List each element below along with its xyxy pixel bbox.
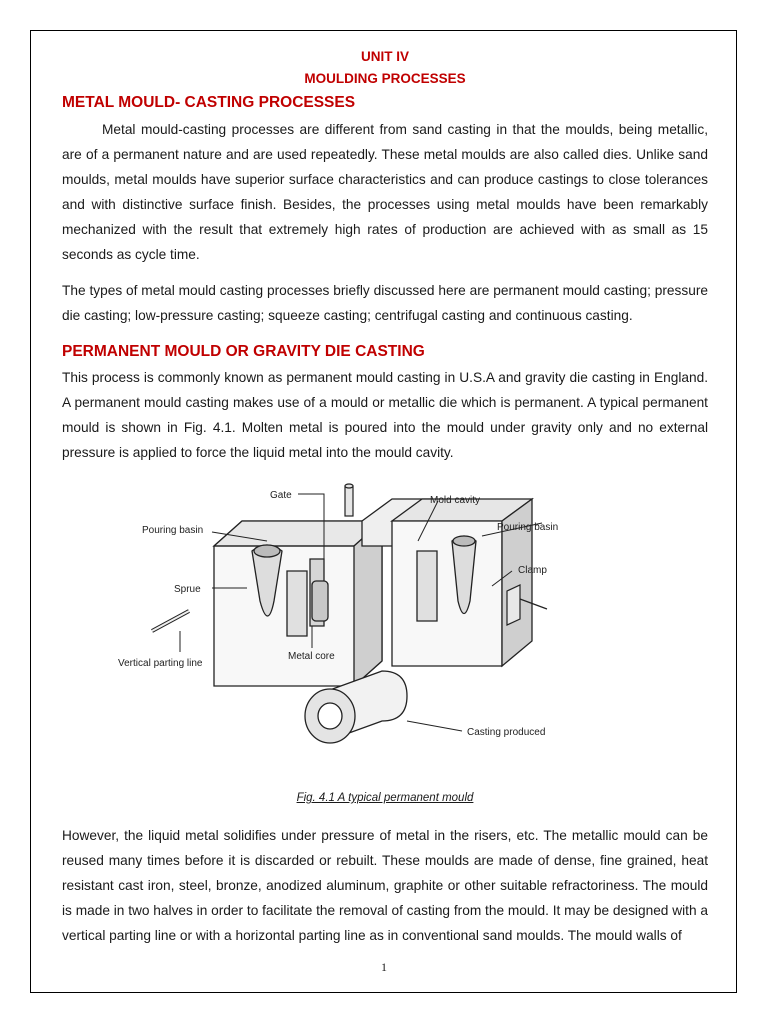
paragraph-types: The types of metal mould casting processes briefly discussed here are permanent mould casting; pressure die casting; low-pressure casting; squeeze casting; centrifugal casting and continuous casting. xyxy=(62,283,708,323)
page-content xyxy=(62,38,708,948)
section-heading-permanent-mould: PERMANENT MOULD OR GRAVITY DIE CASTING xyxy=(62,343,425,360)
label-casting-produced: Casting produced xyxy=(467,727,546,738)
label-pouring-basin-left: Pouring basin xyxy=(142,525,204,536)
paragraph-closing: However, the liquid metal solidifies under pressure of metal in the risers, etc. The metallic mould can be reused many times before it is discarded or rebuilt. These moulds are made of dense, fine grained, heat resistant cast iron, steel, bronze, anodized aluminum, graphite or other suitable refractoriness. The mould is made in two halves in order to facilitate the removal of casting from the mould. It may be designed with a vertical parting line or with a horizontal parting line as in conventional sand moulds. The mould walls of xyxy=(62,828,708,943)
label-pouring-basin-right: Pouring basin xyxy=(497,522,559,533)
label-clamp: Clamp xyxy=(518,565,547,576)
label-gate: Gate xyxy=(270,490,292,501)
paragraph-intro: Metal mould-casting processes are different from sand casting in that the moulds, being metallic, are of a permanent nature and are used repeatedly. These metal moulds are also called dies. Unlike sand moulds, metal moulds have superior surface characteristics and can produce castings to close tolerances and with distinctive surface finish. Besides, the processes using metal moulds have been remarkably mechanized with the result that extremely high rates of production are achieved with as small as 15 seconds as cycle time. xyxy=(62,122,708,262)
unit-heading: UNIT IV xyxy=(360,49,409,64)
section-heading-metal-mould: METAL MOULD- CASTING PROCESSES xyxy=(62,94,356,111)
figure-permanent-mould xyxy=(62,481,708,811)
page-number: 1 xyxy=(381,960,387,974)
paragraph-permanent-mould: This process is commonly known as permanent mould casting in U.S.A and gravity die casting in England. A permanent mould casting makes use of a mould or metallic die which is permanent. A typical permanent mould is shown in Fig. 4.1. Molten metal is poured into the mould under gravity only and no external pressure is applied to force the liquid metal into the mould cavity. xyxy=(62,370,708,460)
alignment-pin xyxy=(345,484,353,516)
permanent-mould-diagram xyxy=(62,481,708,781)
label-mold-cavity: Mold cavity xyxy=(430,495,481,506)
chapter-title: MOULDING PROCESSES xyxy=(304,71,466,86)
label-sprue: Sprue xyxy=(174,584,201,595)
figure-caption: Fig. 4.1 A typical permanent mould xyxy=(296,792,474,804)
label-metal-core: Metal core xyxy=(288,651,335,662)
label-vertical-parting-line: Vertical parting line xyxy=(118,658,203,669)
